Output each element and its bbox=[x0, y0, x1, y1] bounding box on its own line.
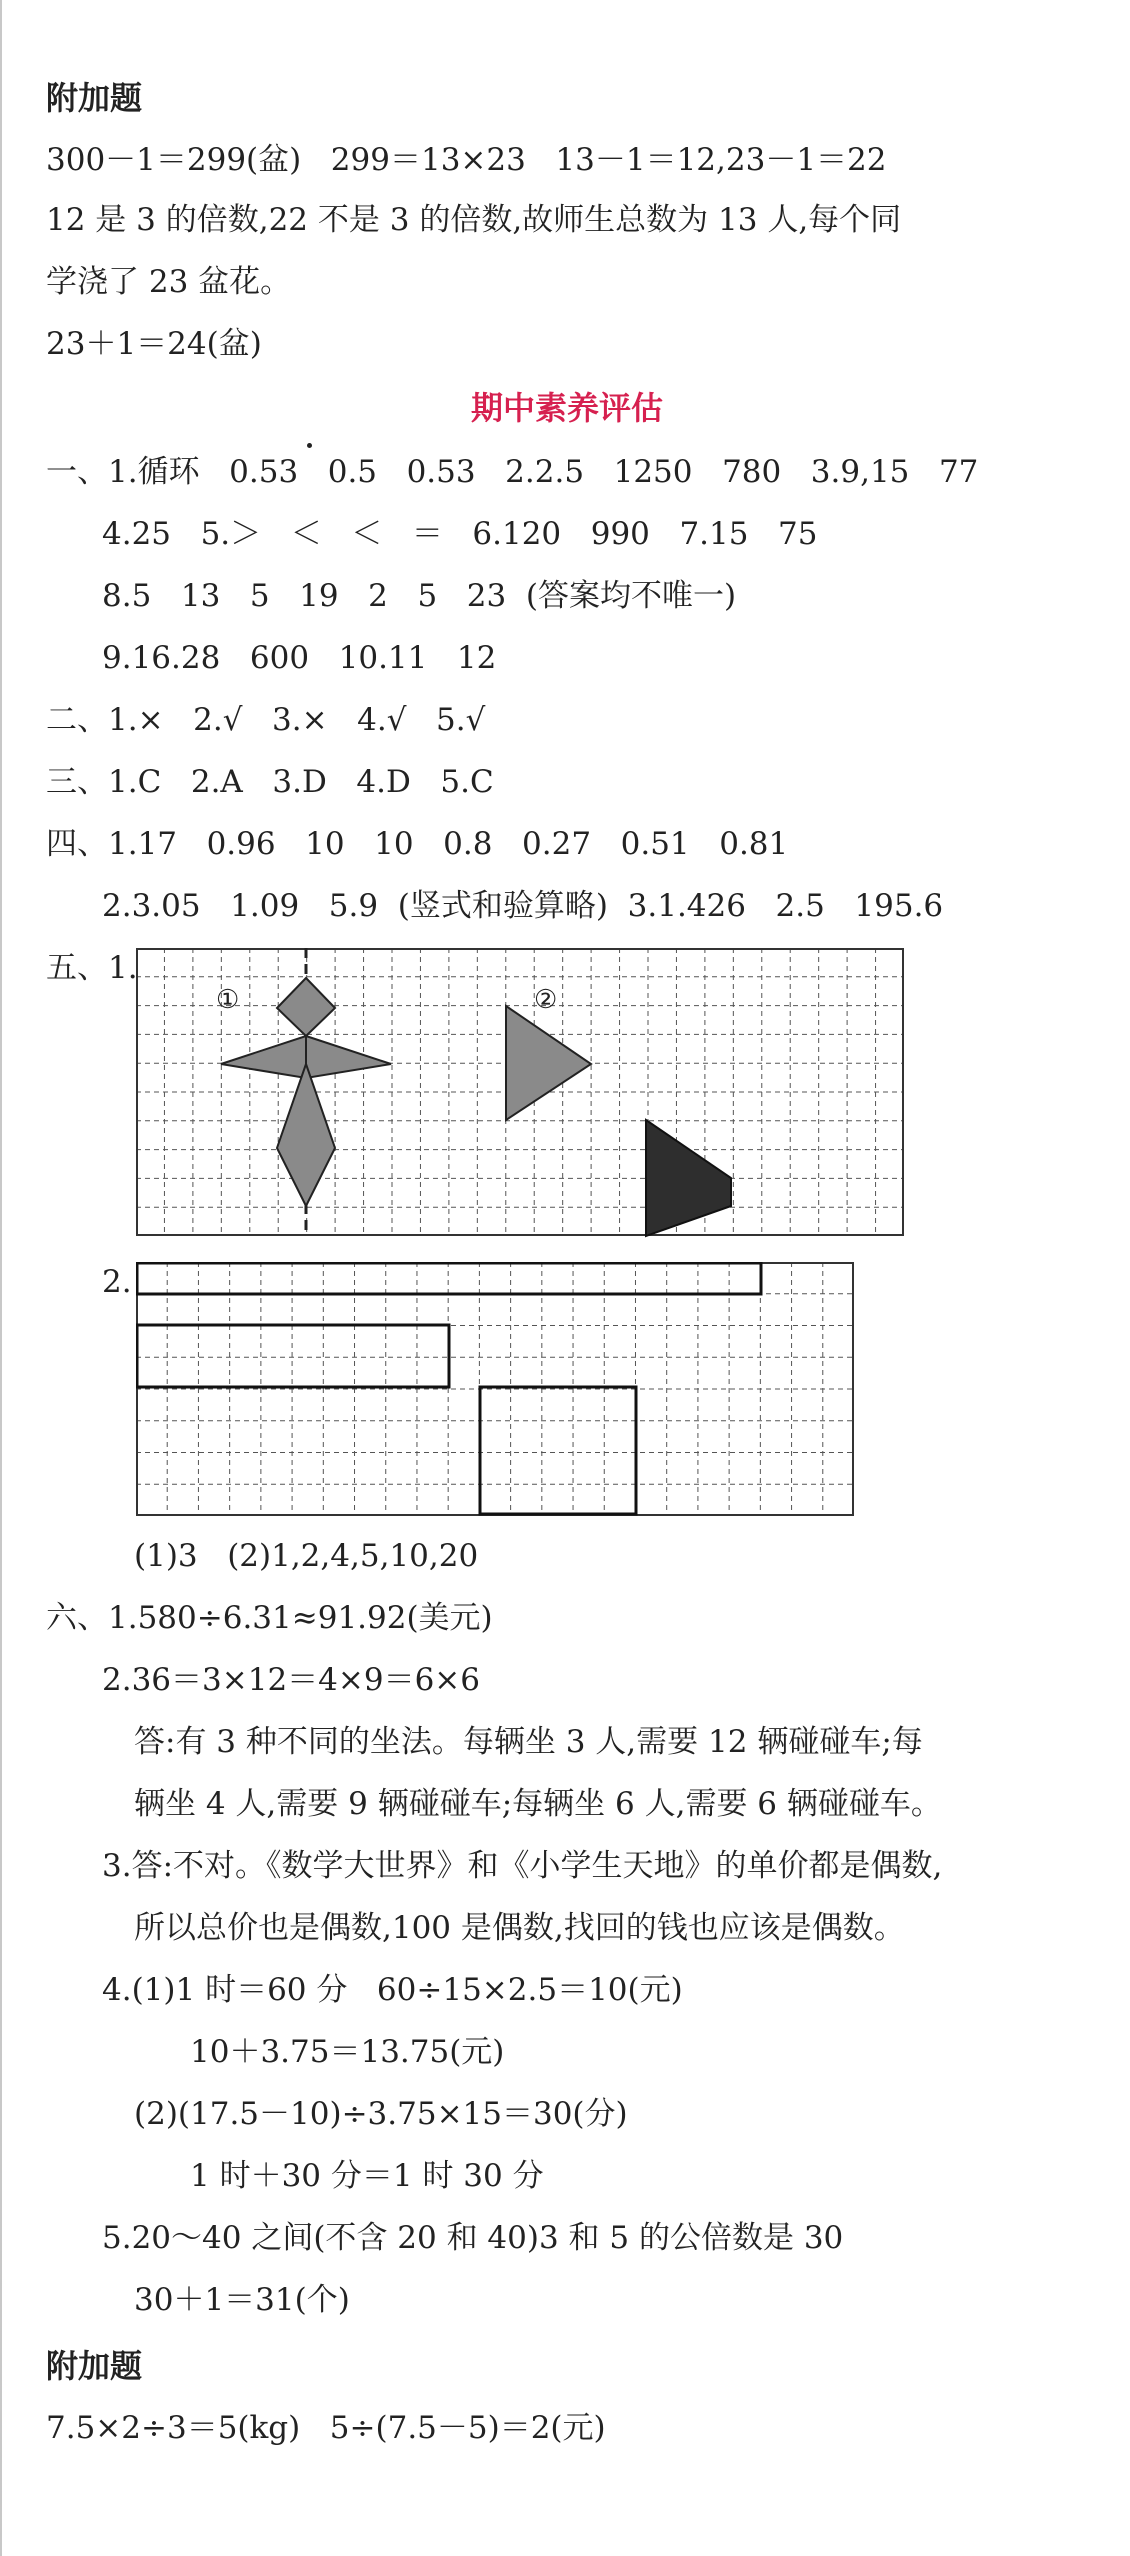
s1-row-1: 一、1.循环 0.53 0.5 0.53 2.2.5 1250 780 3.9,15 77 bbox=[46, 454, 979, 490]
s6-line-12: 30＋1＝31(个) bbox=[134, 2282, 350, 2318]
s6-line-5: 3.答:不对。《数学大世界》和《小学生天地》的单价都是偶数, bbox=[102, 1848, 943, 1884]
s6-line-11: 5.20～40 之间(不含 20 和 40)3 和 5 的公倍数是 30 bbox=[102, 2220, 844, 2256]
s6-line-10: 1 时＋30 分＝1 时 30 分 bbox=[190, 2158, 544, 2194]
s1-row-3: 8.5 13 5 19 2 5 23 (答案均不唯一) bbox=[102, 578, 737, 614]
rectangle-1 bbox=[137, 1263, 761, 1294]
fujia-heading-1: 附加题 bbox=[46, 79, 143, 117]
fujia-heading-2: 附加题 bbox=[46, 2347, 143, 2385]
figure-mark-1: ① bbox=[216, 985, 240, 1015]
s6-line-1: 六、1.580÷6.31≈91.92(美元) bbox=[46, 1600, 493, 1636]
s6-line-2: 2.36＝3×12＝4×9＝6×6 bbox=[102, 1662, 481, 1698]
grid-figure-1 bbox=[136, 948, 906, 1238]
s6-line-4: 辆坐 4 人,需要 9 辆碰碰车;每辆坐 6 人,需要 6 辆碰碰车。 bbox=[134, 1786, 942, 1822]
fujia1-line-3: 学浇了 23 盆花。 bbox=[46, 264, 292, 300]
s6-line-3: 答:有 3 种不同的坐法。每辆坐 3 人,需要 12 辆碰碰车;每 bbox=[134, 1724, 923, 1760]
s4-row-2: 2.3.05 1.09 5.9 (竖式和验算略) 3.1.426 2.5 195.6 bbox=[102, 888, 944, 924]
fujia1-line-2: 12 是 3 的倍数,22 不是 3 的倍数,故师生总数为 13 人,每个同 bbox=[46, 202, 902, 238]
s4-row-1: 四、1.17 0.96 10 10 0.8 0.27 0.51 0.81 bbox=[46, 826, 789, 862]
fujia2-line-1: 7.5×2÷3＝5(kg) 5÷(7.5－5)＝2(元) bbox=[46, 2410, 606, 2446]
shape-right-wing bbox=[306, 1036, 391, 1078]
s5-label-2: 2. bbox=[102, 1264, 132, 1300]
section-title: 期中素养评估 bbox=[470, 389, 663, 427]
s1-row-2: 4.25 5.＞ ＜ ＜ ＝ 6.120 990 7.15 75 bbox=[102, 516, 818, 552]
s6-line-8: 10＋3.75＝13.75(元) bbox=[190, 2034, 505, 2070]
s2-row: 二、1.× 2.√ 3.× 4.√ 5.√ bbox=[46, 702, 486, 738]
s5-label-1: 五、1. bbox=[46, 950, 138, 986]
s5-answer: (1)3 (2)1,2,4,5,10,20 bbox=[134, 1538, 479, 1574]
s1-row-4: 9.16.28 600 10.11 12 bbox=[102, 640, 497, 676]
s3-row: 三、1.C 2.A 3.D 4.D 5.C bbox=[46, 764, 494, 800]
rectangle-2 bbox=[137, 1325, 449, 1387]
fujia1-line-4: 23＋1＝24(盆) bbox=[46, 326, 262, 362]
shape-upper-rhombus bbox=[277, 978, 335, 1036]
s6-line-7: 4.(1)1 时＝60 分 60÷15×2.5＝10(元) bbox=[102, 1972, 683, 2008]
figure-mark-2: ② bbox=[534, 985, 558, 1015]
rectangle-3 bbox=[480, 1387, 636, 1514]
s6-line-6: 所以总价也是偶数,100 是偶数,找回的钱也应该是偶数。 bbox=[134, 1910, 905, 1946]
grid-figure-2 bbox=[136, 1262, 856, 1518]
shape-left-wing bbox=[221, 1036, 306, 1078]
fujia1-line-1: 300－1＝299(盆) 299＝13×23 13－1＝12,23－1＝22 bbox=[46, 142, 887, 178]
shape-triangle-2 bbox=[506, 1006, 591, 1120]
repeating-decimal-dot bbox=[307, 443, 312, 448]
shape-lower-kite bbox=[277, 1064, 335, 1206]
s6-line-9: (2)(17.5－10)÷3.75×15＝30(分) bbox=[134, 2096, 628, 2132]
shape-dark-pentagon bbox=[646, 1120, 731, 1236]
